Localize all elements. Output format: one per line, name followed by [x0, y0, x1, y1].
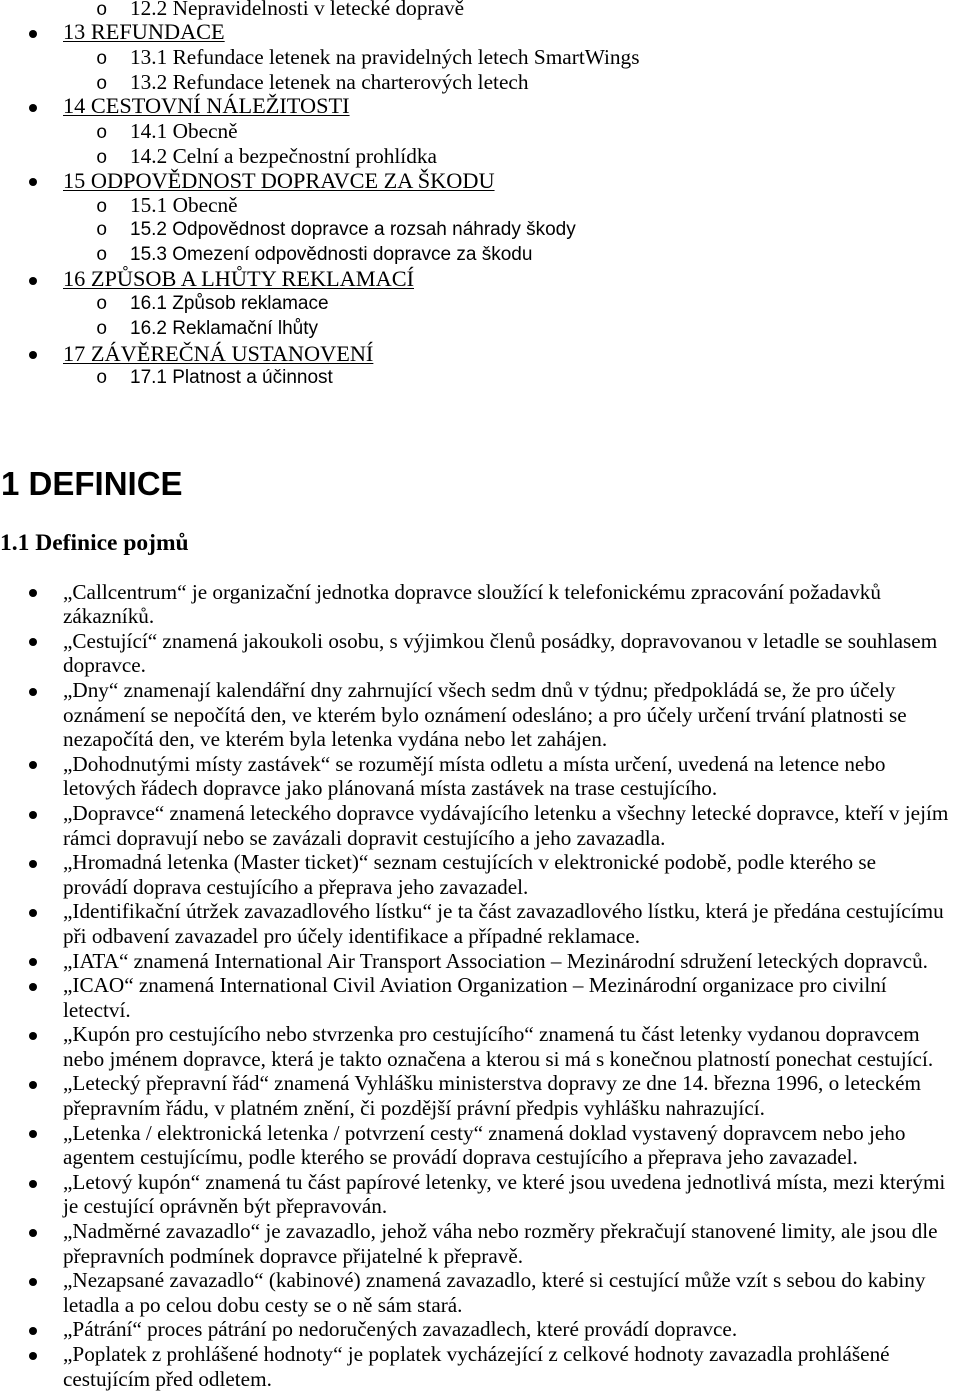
definition-line: provádí doprava cestujícího a přeprava jeho zavazadel. — [63, 874, 529, 899]
bullet-icon — [29, 860, 37, 868]
definition-item — [0, 899, 960, 948]
toc-heading-label[interactable]: 13 REFUNDACE — [63, 19, 225, 45]
definition-line: „Poplatek z prohlášené hodnoty“ je poplatek vycházející z celkové hodnoty zavazadla prohlášené — [63, 1342, 890, 1366]
definition-item — [0, 949, 960, 974]
definition-line: „Dopravce“ znamená leteckého dopravce vydávajícího letenku a všechny letecké dopravce, kteří v jejím — [63, 800, 949, 825]
toc-subitem-label: 12.2 Nepravidelnosti v letecké dopravě — [130, 0, 465, 20]
definition-line: „Letecký přepravní řád“ znamená Vyhlášku ministerstva dopravy ze dne 14. března 1996, o leteckém — [63, 1071, 921, 1096]
sub-bullet-marker: o — [96, 196, 108, 219]
toc-heading-link[interactable] — [0, 94, 960, 119]
definition-line: přepravních podmínek dopravce přijatelné k přepravě. — [63, 1243, 524, 1268]
definition-line: letových řádech dopravce jako plánovaná místa zastávek na trase cestujícího. — [63, 776, 718, 801]
sub-bullet-marker: o — [96, 146, 108, 169]
definition-item — [0, 1170, 960, 1219]
toc-heading-label[interactable]: 17 ZÁVĚREČNÁ USTANOVENÍ — [63, 340, 374, 366]
toc-subitem — [0, 144, 960, 169]
toc-subitem — [0, 292, 960, 317]
toc-subitem-label: 17.1 Platnost a účinnost — [130, 367, 333, 389]
bullet-icon — [29, 30, 37, 38]
definitions-list — [0, 580, 960, 1392]
bullet-icon — [29, 1278, 37, 1286]
toc-subitem-label: 13.1 Refundace letenek na pravidelných letech SmartWings — [130, 44, 640, 69]
definition-item — [0, 1219, 960, 1268]
definition-item — [0, 1317, 960, 1342]
definition-line: „IATA“ znamená International Air Transport Association – Mezinárodní sdružení leteckých dopravců. — [63, 948, 928, 973]
bullet-icon — [29, 104, 37, 112]
toc-subitem — [0, 119, 960, 144]
toc-subitem — [0, 193, 960, 218]
toc-subitem-label: 16.1 Způsob reklamace — [130, 293, 329, 315]
sub-bullet-marker: o — [96, 72, 108, 95]
definition-line: nebo jménem dopravce, která je takto označena a kterou si má s konečnou platností ponechat cestující. — [63, 1046, 934, 1071]
sub-bullet-marker: o — [96, 0, 108, 21]
definition-line: cestujícím před odletem. — [63, 1366, 272, 1391]
toc-heading-link[interactable] — [0, 20, 960, 45]
definition-line: „Dny“ znamenají kalendářní dny zahrnující všech sedm dnů v týdnu; předpokládá se, že pro účely — [63, 677, 896, 702]
bullet-icon — [29, 1229, 37, 1237]
sub-bullet-marker: o — [96, 122, 108, 145]
toc-subitem — [0, 366, 960, 391]
definition-line: při odbavení zavazadel pro účely identifikace a případné reklamace. — [63, 923, 641, 948]
toc-subitem-label: 13.2 Refundace letenek na charterových letech — [130, 69, 529, 94]
definition-item — [0, 1342, 960, 1391]
sub-bullet-marker: o — [96, 47, 108, 70]
definition-line: „Nadměrné zavazadlo“ je zavazadlo, jehož váha nebo rozměry překračují stanovené limity, ale jsou dle — [63, 1219, 938, 1244]
toc-subitem-label: 15.3 Omezení odpovědnosti dopravce za škodu — [130, 243, 533, 265]
bullet-icon — [29, 983, 37, 991]
definition-item — [0, 1121, 960, 1170]
definition-line: dopravce. — [63, 653, 146, 678]
bullet-icon — [29, 178, 37, 186]
definition-line: agentem cestujícímu, podle kterého se provádí doprava cestujícího a přeprava jeho zavazadel. — [63, 1145, 858, 1170]
toc-subitem — [0, 70, 960, 95]
toc-subitem-label: 14.2 Celní a bezpečnostní prohlídka — [130, 143, 437, 168]
definition-line: „Letový kupón“ znamená tu část papírové letenky, ve které jsou uvedena jednotlivá místa, mezi kterými — [63, 1169, 946, 1194]
definition-line: „Nezapsané zavazadlo“ (kabinové) znamená zavazadlo, které si cestující může vzít s sebou do kabiny — [63, 1268, 926, 1293]
subsection-heading: 1.1 Definice pojmů — [0, 530, 189, 556]
toc-subitem — [0, 0, 960, 20]
definition-line: letectví. — [63, 997, 131, 1022]
definition-line: „ICAO“ znamená International Civil Aviation Organization – Mezinárodní organizace pro civilní — [63, 973, 887, 998]
toc-heading-label[interactable]: 16 ZPŮSOB A LHŮTY REKLAMACÍ — [63, 266, 414, 292]
sub-bullet-marker: o — [96, 243, 108, 266]
definition-line: zákazníků. — [63, 604, 155, 629]
definition-line: rámci dopravují nebo se zavázali dopravit cestujícího a jeho zavazadla. — [63, 825, 666, 850]
bullet-icon — [29, 909, 37, 917]
definition-line: oznámení se nepočítá den, ve kterém bylo oznámení odesláno; a pro účely určení trvání platnosti se — [63, 702, 907, 727]
toc-heading-label[interactable]: 14 CESTOVNÍ NÁLEŽITOSTI — [63, 93, 350, 119]
toc-subitem — [0, 218, 960, 243]
definition-line: „Hromadná letenka (Master ticket)“ seznam cestujících v elektronické podobě, podle kterého se — [63, 850, 877, 875]
table-of-contents — [0, 0, 960, 391]
definition-line: „Callcentrum“ je organizační jednotka dopravce sloužící k telefonickému zpracování požadavků — [63, 579, 881, 604]
bullet-icon — [29, 688, 37, 696]
section-heading: 1 DEFINICE — [1, 465, 183, 502]
definition-item — [0, 1268, 960, 1317]
bullet-icon — [29, 1352, 37, 1360]
definition-item — [0, 850, 960, 899]
bullet-icon — [29, 811, 37, 819]
bullet-icon — [29, 277, 37, 285]
toc-heading-link[interactable] — [0, 169, 960, 194]
definition-item — [0, 678, 960, 752]
toc-subitem-label: 15.2 Odpovědnost dopravce a rozsah náhrady škody — [130, 218, 576, 240]
definition-line: je cestující oprávněn být přepravován. — [63, 1194, 388, 1219]
sub-bullet-marker: o — [96, 218, 108, 241]
definition-line: přepravním řádu, v platném znění, či pozdější právní předpis vyhlášku nahrazující. — [63, 1096, 765, 1121]
toc-heading-label[interactable]: 15 ODPOVĚDNOST DOPRAVCE ZA ŠKODU — [63, 167, 495, 193]
sub-bullet-marker: o — [96, 317, 108, 340]
bullet-icon — [29, 1180, 37, 1188]
definition-item — [0, 801, 960, 850]
toc-heading-link[interactable] — [0, 267, 960, 292]
sub-bullet-marker: o — [96, 367, 108, 390]
definition-line: „Cestující“ znamená jakoukoli osobu, s výjimkou členů posádky, dopravovanou v letadle se souhlasem — [63, 628, 938, 653]
toc-subitem-label: 16.2 Reklamační lhůty — [130, 317, 318, 339]
toc-subitem-label: 15.1 Obecně — [130, 193, 238, 218]
definition-line: „Kupón pro cestujícího nebo stvrzenka pro cestujícího“ znamená tu část letenky vydanou dopravcem — [63, 1022, 920, 1047]
definition-item — [0, 1071, 960, 1120]
definition-item — [0, 752, 960, 801]
toc-subitem — [0, 45, 960, 70]
bullet-icon — [29, 351, 37, 359]
definition-line: „Pátrání“ proces pátrání po nedoručených zavazadlech, které provádí dopravce. — [63, 1317, 738, 1342]
definition-item — [0, 973, 960, 1022]
definition-line: „Letenka / elektronická letenka / potvrzení cesty“ znamená doklad vystavený dopravcem nebo jeho — [63, 1120, 906, 1145]
definition-line: „Identifikační útržek zavazadlového lístku“ je ta část zavazadlového lístku, která je předána cestujícímu — [63, 899, 944, 924]
definition-item — [0, 580, 960, 629]
definition-item — [0, 1022, 960, 1071]
toc-subitem-label: 14.1 Obecně — [130, 119, 238, 144]
definition-line: „Dohodnutými místy zastávek“ se rozumějí místa odletu a místa určení, uvedená na letence nebo — [63, 751, 886, 776]
toc-subitem — [0, 317, 960, 342]
definition-item — [0, 629, 960, 678]
sub-bullet-marker: o — [96, 293, 108, 316]
toc-subitem — [0, 243, 960, 268]
bullet-icon — [29, 1032, 37, 1040]
definition-line: letadla a po celou dobu cesty se o ně sám stará. — [63, 1292, 463, 1317]
toc-heading-link[interactable] — [0, 342, 960, 367]
definition-line: nezapočítá den, ve kterém byla letenka vydána nebo let zahájen. — [63, 727, 608, 752]
